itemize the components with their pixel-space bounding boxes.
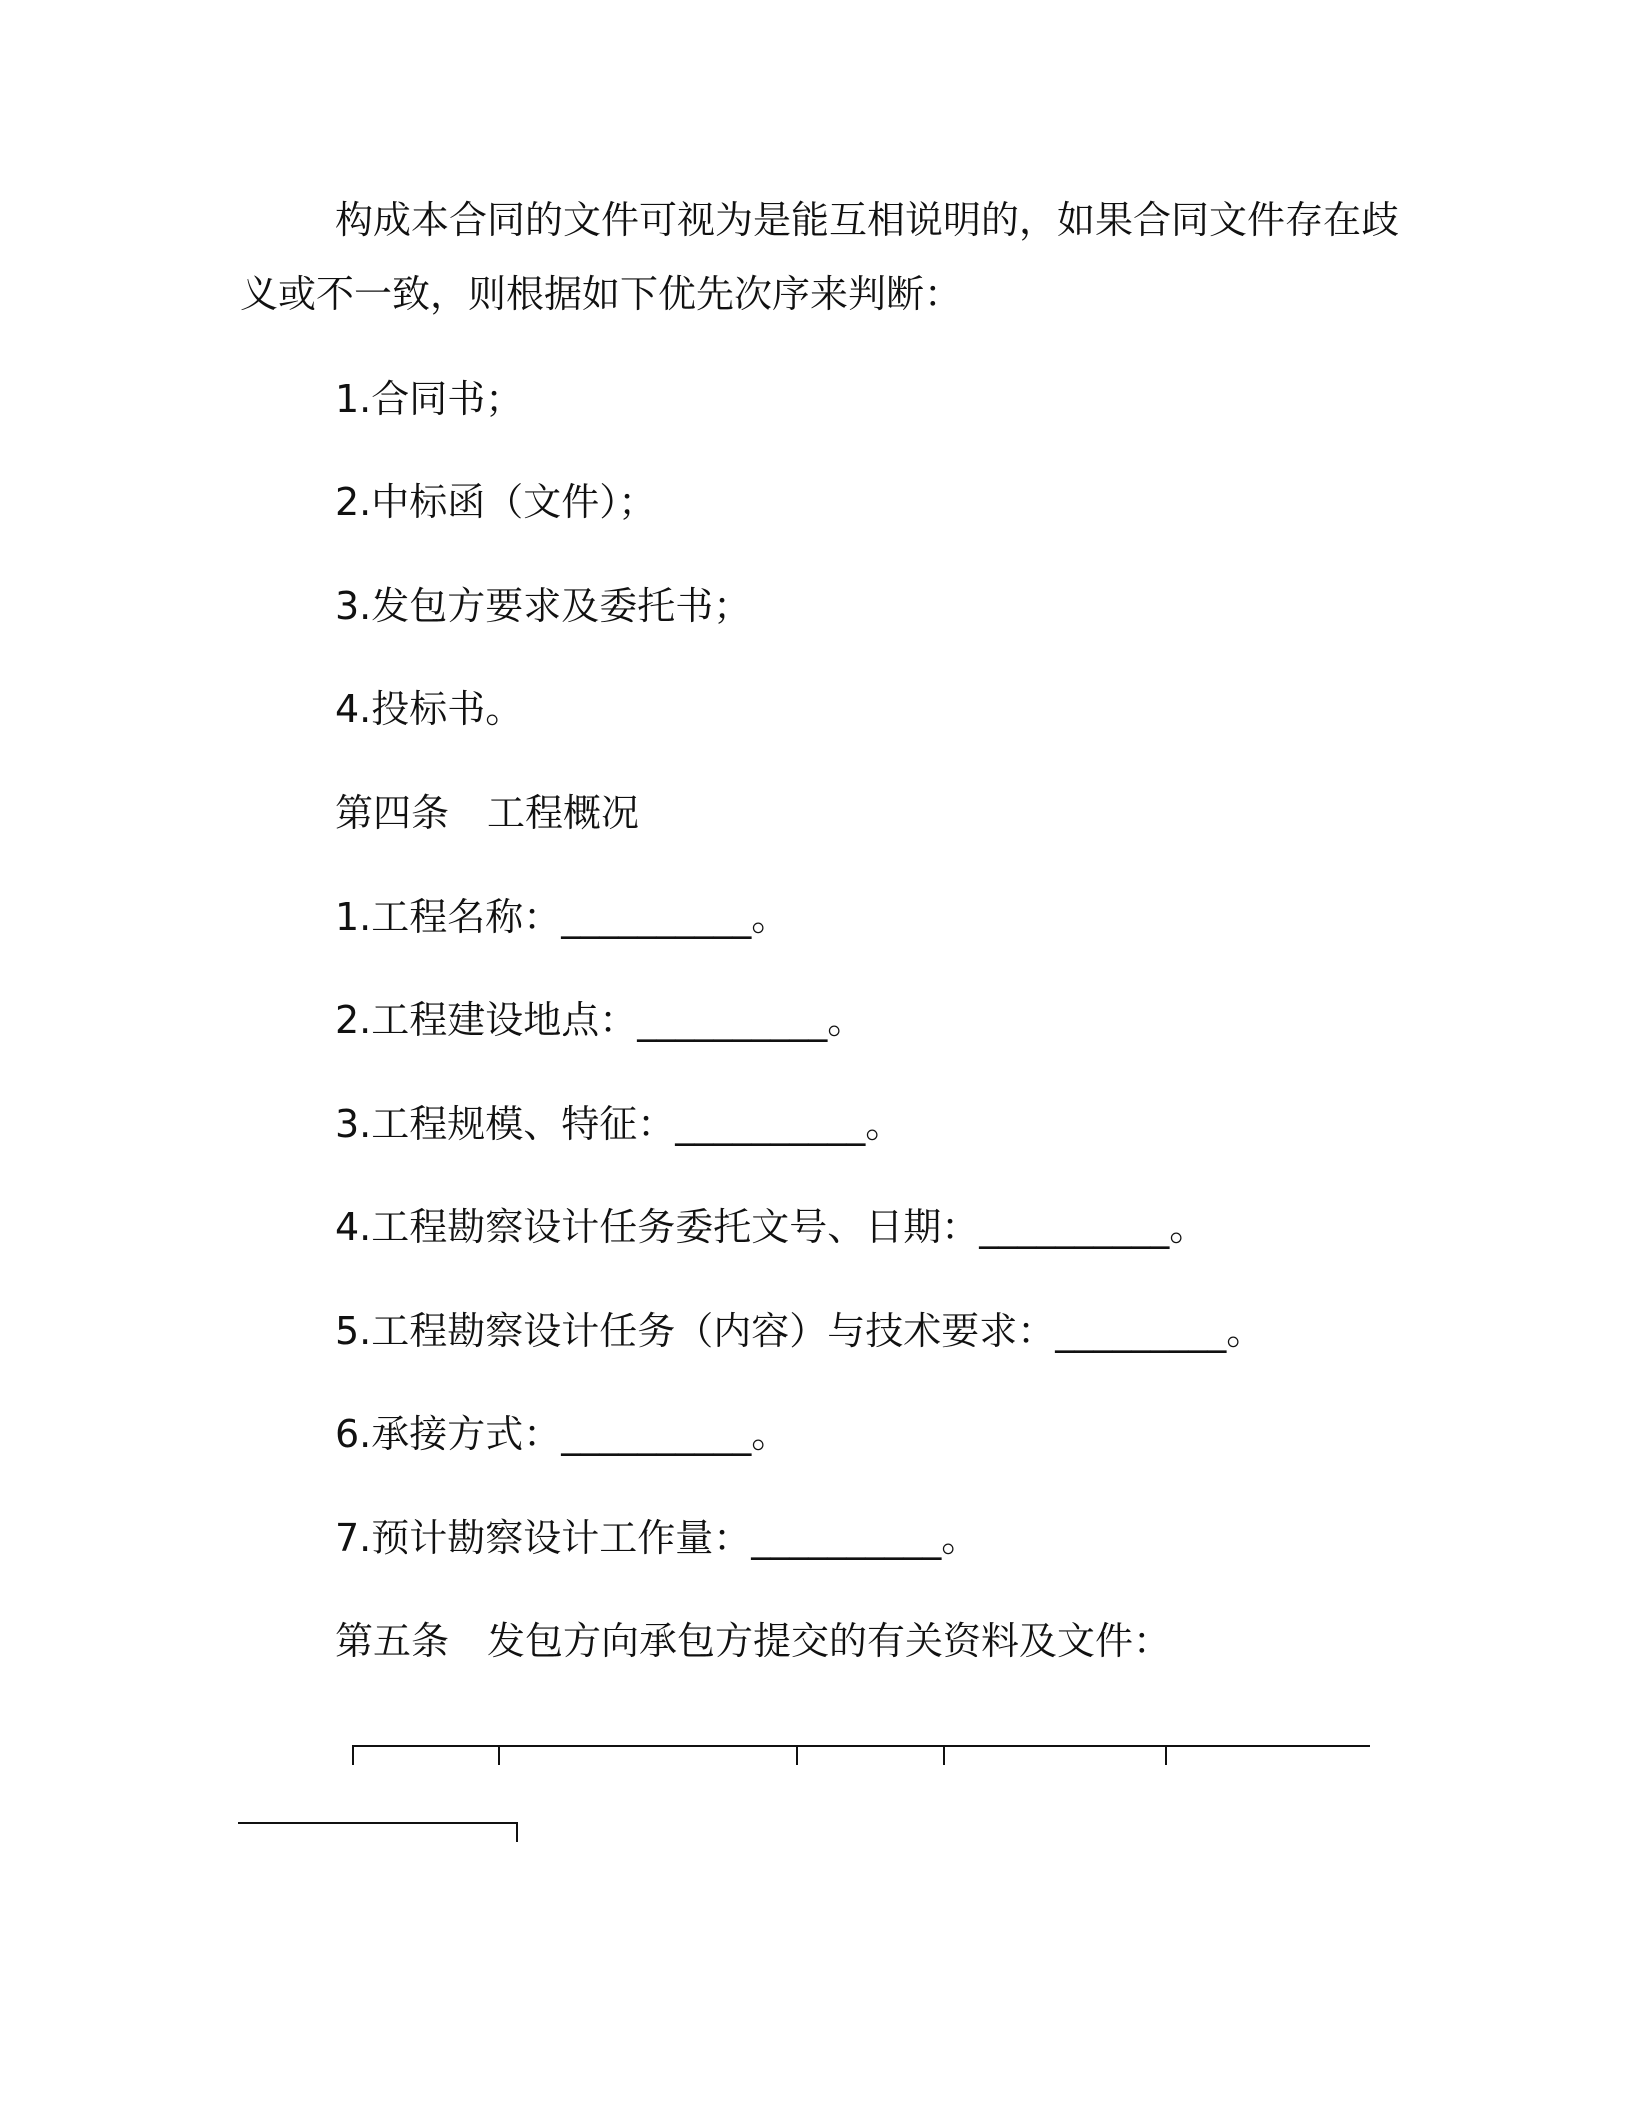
article-5-heading: 第五条 发包方向承包方提交的有关资料及文件： [335,1619,1172,1663]
table-column-divider [943,1745,945,1765]
article-4-item: 7.预计勘察设计工作量：__________。 [335,1516,980,1560]
article-4-item: 4.工程勘察设计任务委托文号、日期：__________。 [335,1205,1208,1249]
table-column-divider [1165,1745,1167,1765]
article-4-item: 2.工程建设地点：__________。 [335,998,866,1042]
article-4-heading: 第四条 工程概况 [335,791,640,835]
table-second-border [238,1822,518,1824]
priority-item: 2.中标函（文件）； [335,480,657,524]
table-top-border [352,1745,1370,1747]
intro-paragraph-line-1: 构成本合同的文件可视为是能互相说明的，如果合同文件存在歧 [335,198,1400,242]
article-4-item: 6.承接方式：__________。 [335,1412,790,1456]
priority-item: 3.发包方要求及委托书； [335,584,752,628]
article-4-item: 5.工程勘察设计任务（内容）与技术要求：_________。 [335,1309,1265,1353]
table-column-divider [352,1745,354,1765]
priority-item: 4.投标书。 [335,687,524,731]
table-column-divider [516,1822,518,1842]
article-4-item: 3.工程规模、特征：__________。 [335,1102,904,1146]
article-4-item: 1.工程名称：__________。 [335,895,790,939]
priority-item: 1.合同书； [335,377,524,421]
table-column-divider [796,1745,798,1765]
intro-paragraph-line-2: 义或不一致，则根据如下优先次序来判断： [240,272,963,316]
table-column-divider [498,1745,500,1765]
